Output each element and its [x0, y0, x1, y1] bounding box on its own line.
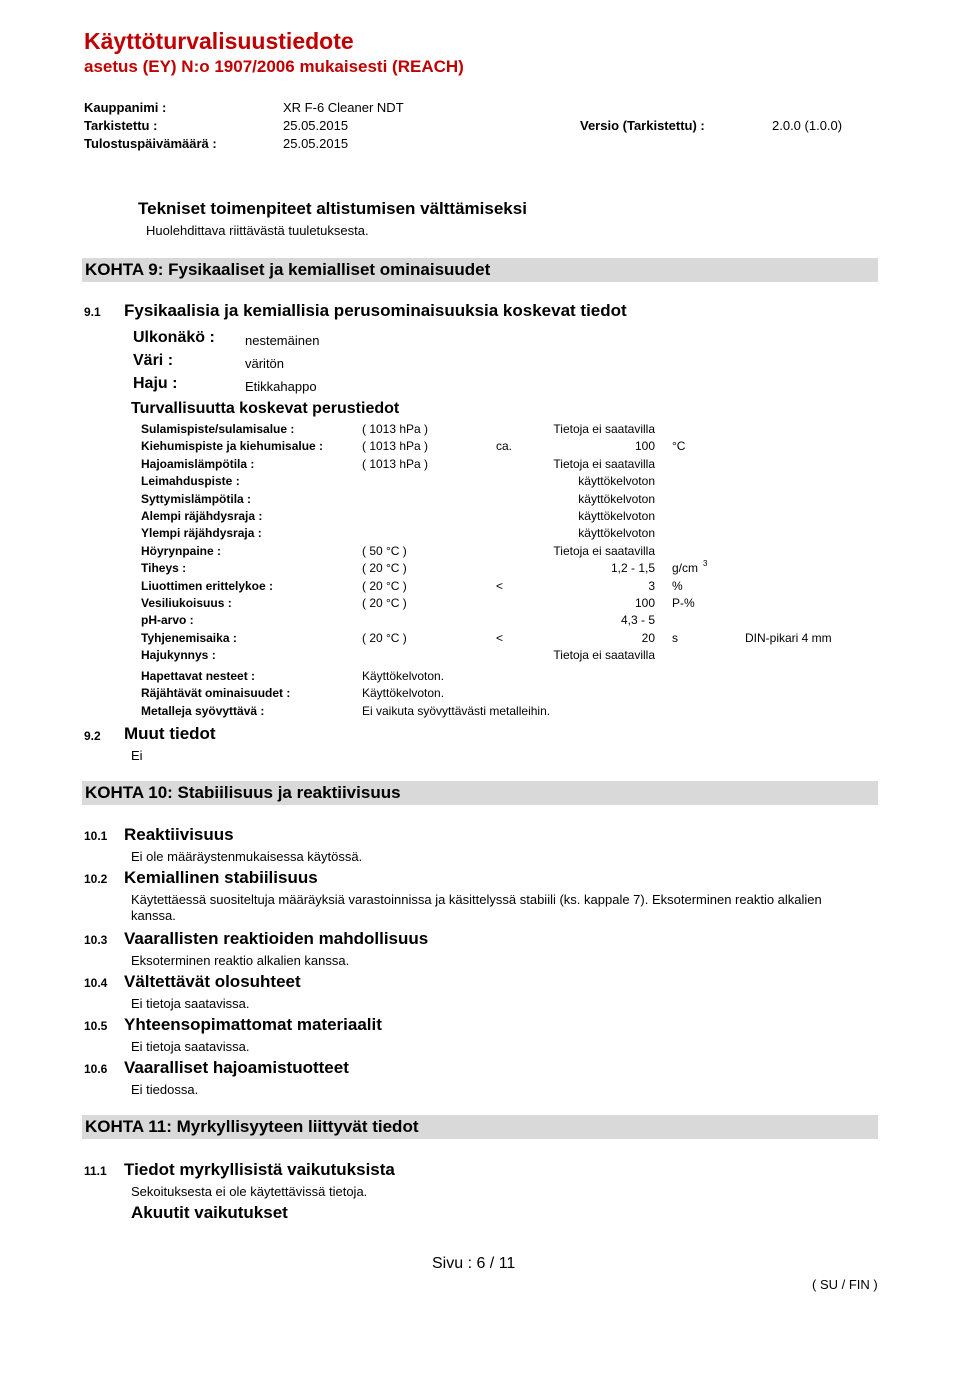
property-label: Vesiliukoisuus :	[141, 596, 232, 610]
subsection-text: Ei tietoja saatavissa.	[131, 996, 250, 1011]
subsection-title: Vältettävät olosuhteet	[124, 972, 301, 991]
section-11-bar	[82, 1115, 878, 1139]
property-unit: g/cm	[672, 561, 699, 575]
other-property-label: Hapettavat nesteet :	[141, 669, 256, 683]
subsection-number: 10.2	[84, 872, 108, 886]
property-value: Tietoja ei saatavilla	[553, 457, 655, 471]
subsection-number: 10.1	[84, 829, 108, 843]
subsection-text: Ei tietoja saatavissa.	[131, 1039, 250, 1054]
property-value: 100	[634, 439, 655, 453]
odor-label: Haju :	[133, 375, 178, 392]
property-method: DIN-pikari 4 mm	[745, 631, 832, 645]
property-condition: ( 20 °C )	[362, 561, 407, 575]
property-label: Tyhjenemisaika :	[141, 631, 237, 645]
property-label: Syttymislämpötila :	[141, 492, 252, 506]
odor-value: Etikkahappo	[245, 379, 317, 394]
property-condition: ( 1013 hPa )	[362, 457, 429, 471]
page-number: Sivu : 6 / 11	[432, 1255, 516, 1272]
section-11-1-number: 11.1	[84, 1164, 107, 1178]
property-label: Tiheys :	[141, 561, 187, 575]
subsection-number: 10.3	[84, 933, 108, 947]
property-operator: <	[496, 631, 504, 645]
property-value: Tietoja ei saatavilla	[553, 648, 655, 662]
property-value: 3	[648, 579, 655, 593]
section-9-2-number: 9.2	[84, 729, 101, 743]
section-10-bar	[82, 781, 878, 805]
other-property-label: Räjähtävät ominaisuudet :	[141, 686, 291, 700]
property-value: 4,3 - 5	[620, 613, 655, 627]
property-value: 100	[634, 596, 655, 610]
subsection-title: Vaaralliset hajoamistuotteet	[124, 1058, 349, 1077]
subsection-title: Vaarallisten reaktioiden mahdollisuus	[124, 929, 429, 948]
revised-value: 25.05.2015	[283, 118, 349, 133]
other-property-label: Metalleja syövyttävä :	[141, 704, 265, 718]
section-9-2-text: Ei	[131, 748, 143, 763]
property-unit: °C	[672, 439, 686, 453]
property-condition: ( 1013 hPa )	[362, 422, 429, 436]
section-11-1-text: Sekoituksesta ei ole käytettävissä tietoja.	[131, 1184, 368, 1199]
subsection-title: Reaktiivisuus	[124, 825, 234, 844]
subsection-title: Yhteensopimattomat materiaalit	[124, 1015, 382, 1034]
acute-effects-heading: Akuutit vaikutukset	[131, 1203, 288, 1222]
unit-superscript: 3	[703, 559, 708, 568]
section-9-1-title: Fysikaalisia ja kemiallisia perusominaisuuksia koskevat tiedot	[124, 301, 627, 320]
language-code: ( SU / FIN )	[812, 1277, 878, 1292]
print-date-value: 25.05.2015	[283, 136, 349, 151]
subsection-number: 10.5	[84, 1019, 108, 1033]
version-value: 2.0.0 (1.0.0)	[772, 118, 843, 133]
color-value: väritön	[245, 356, 285, 371]
property-value: käyttökelvoton	[578, 492, 655, 506]
property-condition: ( 50 °C )	[362, 544, 407, 558]
print-date-label: Tulostuspäivämäärä :	[84, 136, 217, 151]
subsection-text: Ei tiedossa.	[131, 1082, 199, 1097]
property-label: Höyrynpaine :	[141, 544, 222, 558]
property-unit: P-%	[672, 596, 695, 610]
subsection-title: Kemiallinen stabiilisuus	[124, 868, 318, 887]
property-unit: s	[672, 631, 678, 645]
property-operator: <	[496, 579, 504, 593]
subsection-text: Eksoterminen reaktio alkalien kanssa.	[131, 953, 350, 968]
property-value: 20	[641, 631, 655, 645]
section-9-title: KOHTA 9: Fysikaaliset ja kemialliset ominaisuudet	[85, 260, 491, 279]
subsection-number: 10.6	[84, 1062, 108, 1076]
property-label: Hajukynnys :	[141, 648, 216, 662]
trade-name-value: XR F-6 Cleaner NDT	[283, 100, 404, 115]
other-property-value: Ei vaikuta syövyttävästi metalleihin.	[362, 704, 551, 718]
property-unit: %	[672, 579, 683, 593]
property-condition: ( 1013 hPa )	[362, 439, 429, 453]
section-11-1-title: Tiedot myrkyllisistä vaikutuksista	[124, 1160, 395, 1179]
section-11-title: KOHTA 11: Myrkyllisyyteen liittyvät tiedot	[85, 1117, 419, 1136]
property-label: Hajoamislämpötila :	[141, 457, 255, 471]
property-label: Leimahduspiste :	[141, 474, 240, 488]
tech-measures-heading: Tekniset toimenpiteet altistumisen välttämiseksi	[138, 199, 527, 218]
section-9-2-title: Muut tiedot	[124, 724, 216, 743]
unit-superscript-holder	[703, 559, 707, 574]
property-label: Liuottimen erittelykoe :	[141, 579, 274, 593]
revised-label: Tarkistettu :	[84, 118, 158, 133]
subsection-text-continued: kanssa.	[131, 908, 176, 923]
property-condition: ( 20 °C )	[362, 596, 407, 610]
other-property-value: Käyttökelvoton.	[362, 686, 445, 700]
property-label: Sulamispiste/sulamisalue :	[141, 422, 295, 436]
property-operator: ca.	[496, 439, 513, 453]
property-value: käyttökelvoton	[578, 474, 655, 488]
section-9-1-number: 9.1	[84, 305, 101, 319]
safety-info-heading: Turvallisuutta koskevat perustiedot	[131, 400, 400, 417]
appearance-value: nestemäinen	[245, 333, 320, 348]
subsection-text: Ei ole määräystenmukaisessa käytössä.	[131, 849, 363, 864]
subsection-text: Käytettäessä suositeltuja määräyksiä varastoinnissa ja käsittelyssä stabiili (ks. kappale 7). Eksoterminen reaktio alkalien	[131, 892, 822, 907]
property-value: käyttökelvoton	[578, 526, 655, 540]
trade-name-label: Kauppanimi :	[84, 100, 167, 115]
property-value: 1,2 - 1,5	[610, 561, 655, 575]
property-label: pH-arvo :	[141, 613, 194, 627]
property-value: Tietoja ei saatavilla	[553, 544, 655, 558]
section-9-bar	[82, 258, 878, 282]
color-label: Väri :	[133, 352, 174, 369]
property-value: Tietoja ei saatavilla	[553, 422, 655, 436]
property-condition: ( 20 °C )	[362, 631, 407, 645]
property-label: Ylempi räjähdysraja :	[141, 526, 262, 540]
property-label: Kiehumispiste ja kiehumisalue :	[141, 439, 324, 453]
document-title: Käyttöturvalisuustiedote	[84, 28, 354, 54]
other-property-value: Käyttökelvoton.	[362, 669, 445, 683]
property-condition: ( 20 °C )	[362, 579, 407, 593]
appearance-label: Ulkonäkö :	[133, 329, 215, 346]
subsection-number: 10.4	[84, 976, 108, 990]
document-subtitle: asetus (EY) N:o 1907/2006 mukaisesti (REACH)	[84, 57, 464, 76]
version-label: Versio (Tarkistettu) :	[580, 118, 705, 133]
property-label: Alempi räjähdysraja :	[141, 509, 263, 523]
property-value: käyttökelvoton	[578, 509, 655, 523]
tech-measures-text: Huolehdittava riittävästä tuuletuksesta.	[146, 223, 369, 238]
section-10-title: KOHTA 10: Stabiilisuus ja reaktiivisuus	[85, 783, 401, 802]
